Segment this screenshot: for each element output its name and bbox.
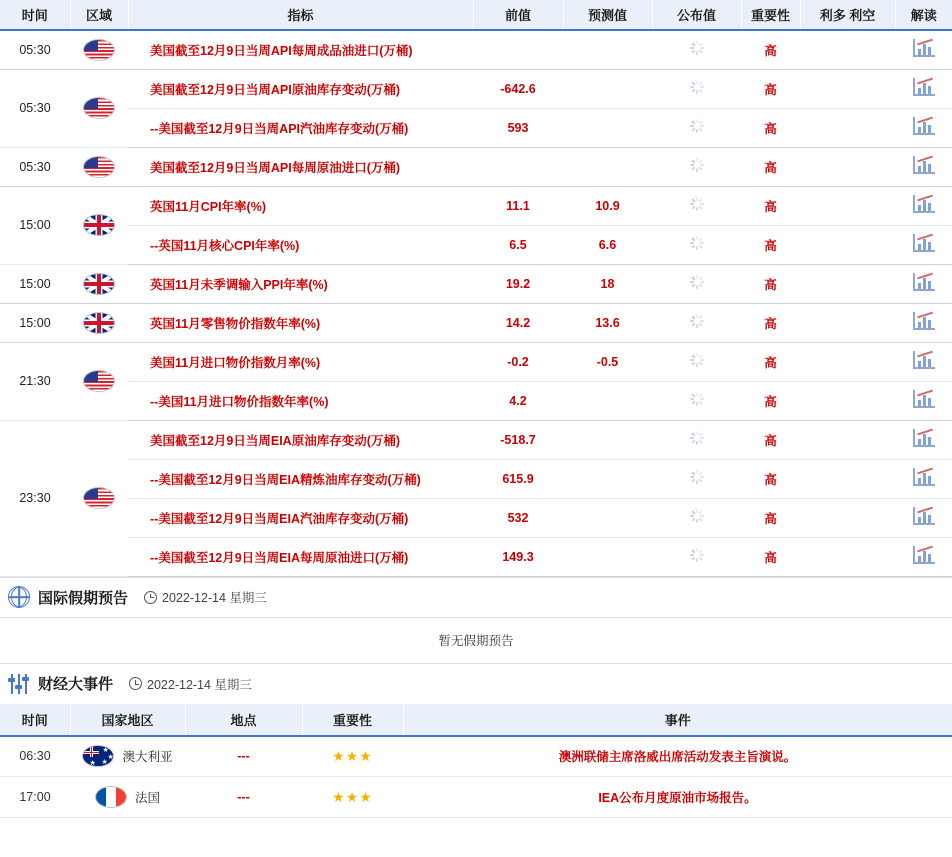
table-row [0,498,952,537]
cell-forecast [563,537,652,576]
loading-spinner-icon [690,509,704,523]
cell-importance: 高 [741,537,800,576]
cell-bullish-bearish [800,264,895,303]
cell-place: --- [185,736,302,777]
holiday-section-title: 国际假期预告 [38,589,129,607]
cell-indicator[interactable]: --美国截至12月9日当周EIA汽油库存变动(万桶) [128,498,473,537]
cell-forecast [563,108,652,147]
chart-icon[interactable] [913,78,935,96]
sliders-icon [8,673,30,695]
cell-region [70,303,128,342]
cell-forecast [563,147,652,186]
cell-forecast: 18 [563,264,652,303]
cell-published [652,537,741,576]
table-row [0,186,952,225]
holiday-section [0,577,952,664]
cell-bullish-bearish [800,303,895,342]
cell-previous: 14.2 [473,303,563,342]
cell-forecast: 6.6 [563,225,652,264]
cell-forecast: 10.9 [563,186,652,225]
cell-time: 15:00 [0,264,70,303]
cell-indicator[interactable]: 美国11月进口物价指数月率(%) [128,342,473,381]
cell-bullish-bearish [800,459,895,498]
cell-region [70,30,128,69]
cell-time: 15:00 [0,186,70,264]
chart-icon[interactable] [913,351,935,369]
cell-region [70,342,128,420]
cell-previous: -642.6 [473,69,563,108]
cell-previous [473,30,563,69]
cell-indicator[interactable]: 美国截至12月9日当周EIA原油库存变动(万桶) [128,420,473,459]
cell-interpretation[interactable] [895,537,952,576]
flag-us-icon [83,370,115,392]
cell-indicator[interactable]: --英国11月核心CPI年率(%) [128,225,473,264]
col-interpretation: 解读 [895,0,952,30]
cell-forecast [563,459,652,498]
cell-previous: 593 [473,108,563,147]
ev-col-place: 地点 [185,704,302,736]
holiday-section-date [144,588,267,606]
cell-interpretation[interactable] [895,108,952,147]
loading-spinner-icon [690,353,704,367]
cell-bullish-bearish [800,537,895,576]
col-forecast: 预测值 [563,0,652,30]
table-row [0,69,952,108]
cell-region [70,147,128,186]
cell-event[interactable]: 澳洲联储主席洛威出席活动发表主旨演说。 [403,736,952,777]
cell-indicator[interactable]: --美国截至12月9日当周EIA每周原油进口(万桶) [128,537,473,576]
cell-importance: 高 [741,225,800,264]
cell-interpretation[interactable] [895,186,952,225]
events-body [0,736,952,818]
cell-country [70,736,185,777]
cell-importance: 高 [741,147,800,186]
flag-us-icon [83,39,115,61]
chart-icon[interactable] [913,546,935,564]
flag-uk-icon [83,214,115,236]
cell-published [652,108,741,147]
cell-interpretation[interactable] [895,147,952,186]
cell-previous: -0.2 [473,342,563,381]
events-section [0,664,952,704]
cell-importance: 高 [741,264,800,303]
cell-previous: 615.9 [473,459,563,498]
cell-indicator[interactable]: 英国11月零售物价指数年率(%) [128,303,473,342]
chart-icon[interactable] [913,468,935,486]
events-section-title: 财经大事件 [38,676,114,693]
cell-previous: 6.5 [473,225,563,264]
cell-forecast: -0.5 [563,342,652,381]
flag-uk-icon [83,312,115,334]
cell-previous: 19.2 [473,264,563,303]
cell-importance: 高 [741,342,800,381]
cell-published [652,30,741,69]
cell-forecast [563,381,652,420]
loading-spinner-icon [690,431,704,445]
cell-bullish-bearish [800,108,895,147]
calendar-body [0,30,952,576]
col-indicator: 指标 [128,0,473,30]
cell-bullish-bearish [800,420,895,459]
ev-col-time: 时间 [0,704,70,736]
loading-spinner-icon [690,548,704,562]
loading-spinner-icon [690,470,704,484]
table-row [0,381,952,420]
cell-interpretation[interactable] [895,303,952,342]
col-importance: 重要性 [741,0,800,30]
table-row [0,108,952,147]
chart-icon[interactable] [913,195,935,213]
col-time: 时间 [0,0,70,30]
loading-spinner-icon [690,236,704,250]
cell-indicator[interactable]: --美国截至12月9日当周EIA精炼油库存变动(万桶) [128,459,473,498]
cell-published [652,147,741,186]
cell-interpretation[interactable] [895,459,952,498]
cell-importance: 高 [741,303,800,342]
cell-time: 17:00 [0,777,70,818]
table-row [0,30,952,69]
chart-icon[interactable] [913,390,935,408]
cell-event[interactable]: IEA公布月度原油市场报告。 [403,777,952,818]
events-date-text: 2022-12-14 星期三 [147,677,252,692]
flag-us-icon [83,156,115,178]
cell-bullish-bearish [800,342,895,381]
cell-bullish-bearish [800,225,895,264]
cell-importance [302,777,403,818]
cell-region [70,420,128,576]
cell-importance: 高 [741,420,800,459]
cell-previous: -518.7 [473,420,563,459]
cell-published [652,186,741,225]
cell-bullish-bearish [800,69,895,108]
ev-col-event: 事件 [403,704,952,736]
cell-importance: 高 [741,186,800,225]
globe-icon [8,586,30,608]
cell-previous: 11.1 [473,186,563,225]
cell-time: 05:30 [0,69,70,147]
cell-time: 15:00 [0,303,70,342]
events-section-header [0,664,952,704]
cell-importance: 高 [741,459,800,498]
cell-indicator[interactable]: 美国截至12月9日当周API每周成品油进口(万桶) [128,30,473,69]
cell-indicator[interactable]: --美国11月进口物价指数年率(%) [128,381,473,420]
table-row [0,777,952,818]
col-bullish-bearish: 利多 利空 [800,0,895,30]
holiday-section-header [0,578,952,618]
table-row [0,225,952,264]
chart-icon[interactable] [913,273,935,291]
holiday-empty-text: 暂无假期预告 [0,618,952,664]
events-table [0,704,952,819]
cell-importance: 高 [741,108,800,147]
cell-indicator[interactable]: 英国11月CPI年率(%) [128,186,473,225]
events-header-row [0,704,952,736]
chart-icon[interactable] [913,39,935,57]
cell-published [652,498,741,537]
table-row [0,736,952,777]
flag-fr-icon [95,786,127,808]
col-previous: 前值 [473,0,563,30]
table-row [0,342,952,381]
flag-us-icon [83,97,115,119]
cell-previous [473,147,563,186]
cell-forecast [563,69,652,108]
cell-previous: 4.2 [473,381,563,420]
loading-spinner-icon [690,314,704,328]
clock-icon [129,677,142,690]
cell-importance: 高 [741,30,800,69]
cell-previous: 149.3 [473,537,563,576]
chart-icon[interactable] [913,234,935,252]
cell-published [652,381,741,420]
chart-icon[interactable] [913,429,935,447]
cell-indicator[interactable]: 美国截至12月9日当周API原油库存变动(万桶) [128,69,473,108]
loading-spinner-icon [690,197,704,211]
cell-published [652,420,741,459]
loading-spinner-icon [690,119,704,133]
cell-time: 21:30 [0,342,70,420]
loading-spinner-icon [690,392,704,406]
cell-interpretation[interactable] [895,420,952,459]
cell-published [652,264,741,303]
flag-au-icon: ★ ★ ★ ★ [82,745,114,767]
star-rating: ★★★ [332,788,373,805]
cell-bullish-bearish [800,30,895,69]
cell-place: --- [185,777,302,818]
cell-time: 23:30 [0,420,70,576]
cell-bullish-bearish [800,381,895,420]
loading-spinner-icon [690,158,704,172]
cell-importance: 高 [741,498,800,537]
table-row [0,147,952,186]
cell-importance: 高 [741,69,800,108]
cell-indicator[interactable]: --美国截至12月9日当周API汽油库存变动(万桶) [128,108,473,147]
cell-interpretation[interactable] [895,69,952,108]
cell-importance: 高 [741,381,800,420]
cell-time: 05:30 [0,147,70,186]
table-row [0,420,952,459]
cell-interpretation[interactable] [895,498,952,537]
ev-col-importance: 重要性 [302,704,403,736]
cell-bullish-bearish [800,186,895,225]
cell-forecast: 13.6 [563,303,652,342]
calendar-header-row [0,0,952,30]
cell-interpretation[interactable] [895,225,952,264]
col-published: 公布值 [652,0,741,30]
table-row [0,459,952,498]
chart-icon[interactable] [913,156,935,174]
cell-interpretation[interactable] [895,264,952,303]
col-region: 区域 [70,0,128,30]
flag-uk-icon [83,273,115,295]
holiday-date-text: 2022-12-14 星期三 [162,591,267,605]
cell-published [652,225,741,264]
cell-interpretation[interactable] [895,381,952,420]
events-section-date [129,675,252,693]
country-name: 澳大利亚 [122,750,173,765]
country-name: 法国 [134,791,160,805]
cell-bullish-bearish [800,147,895,186]
cell-published [652,459,741,498]
cell-published [652,303,741,342]
loading-spinner-icon [690,275,704,289]
cell-interpretation[interactable] [895,342,952,381]
loading-spinner-icon [690,41,704,55]
chart-icon[interactable] [913,507,935,525]
chart-icon[interactable] [913,117,935,135]
cell-region [70,69,128,147]
table-row [0,303,952,342]
cell-bullish-bearish [800,498,895,537]
cell-forecast [563,498,652,537]
cell-interpretation[interactable] [895,30,952,69]
flag-us-icon [83,487,115,509]
cell-region [70,186,128,264]
table-row [0,264,952,303]
clock-icon [144,591,157,604]
cell-previous: 532 [473,498,563,537]
chart-icon[interactable] [913,312,935,330]
cell-indicator[interactable]: 美国截至12月9日当周API每周原油进口(万桶) [128,147,473,186]
cell-country [70,777,185,818]
cell-published [652,69,741,108]
loading-spinner-icon [690,80,704,94]
cell-time: 06:30 [0,736,70,777]
cell-forecast [563,30,652,69]
cell-forecast [563,420,652,459]
cell-region [70,264,128,303]
cell-indicator[interactable]: 英国11月未季调输入PPI年率(%) [128,264,473,303]
ev-col-country: 国家地区 [70,704,185,736]
star-rating: ★★★ [332,747,373,764]
cell-time: 05:30 [0,30,70,69]
table-row [0,537,952,576]
cell-published [652,342,741,381]
cell-importance [302,736,403,777]
